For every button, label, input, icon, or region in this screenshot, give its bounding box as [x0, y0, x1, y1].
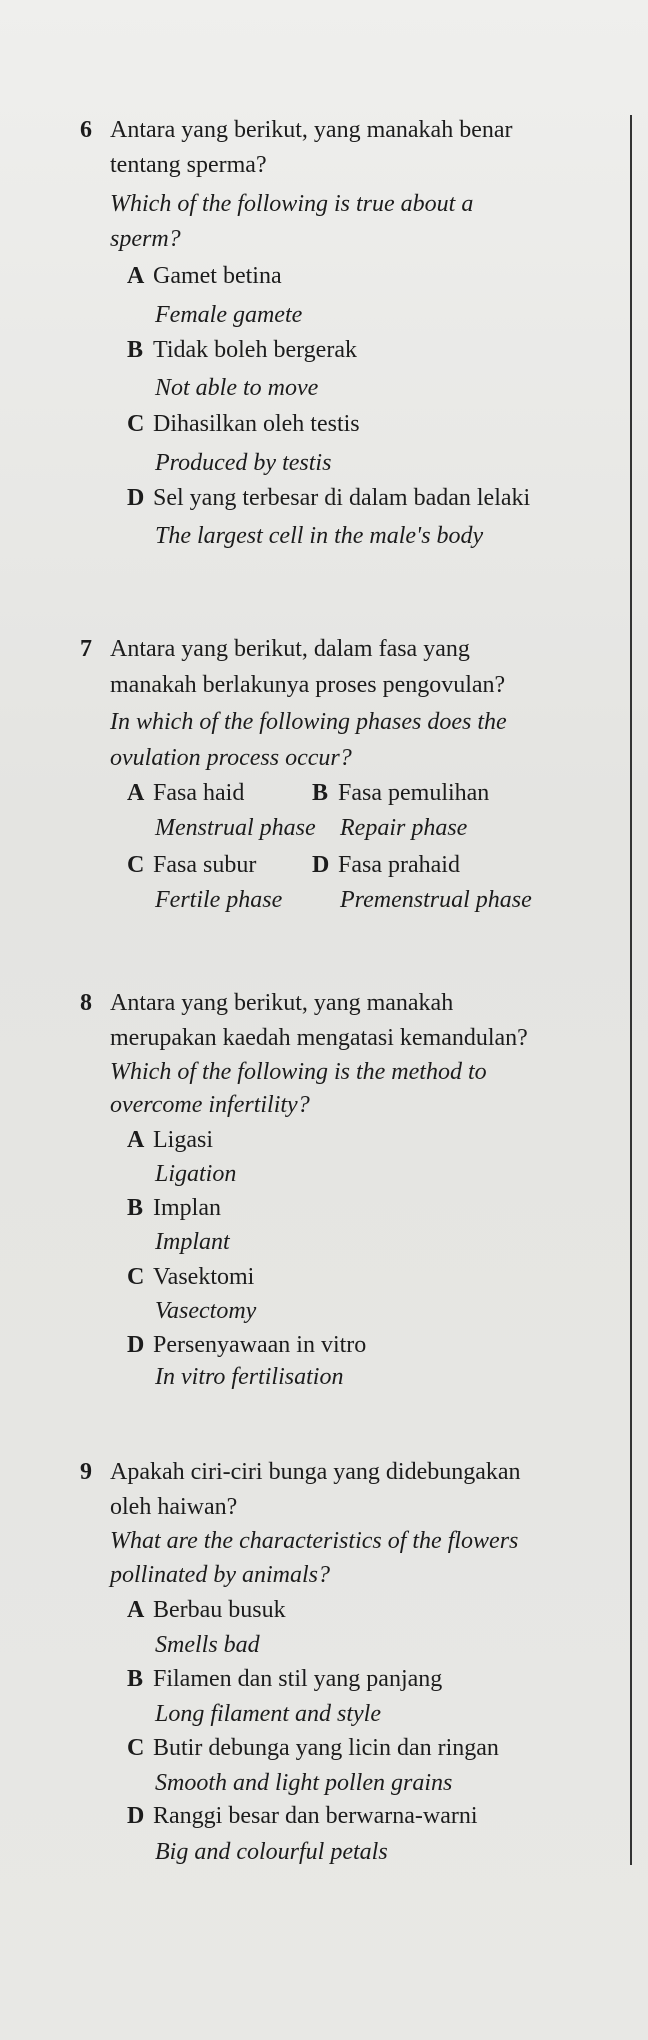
question-stem-ms: oleh haiwan?: [110, 1494, 238, 1520]
option-text-ms: Ranggi besar dan berwarna-warni: [153, 1803, 478, 1829]
question-stem-en: overcome infertility?: [110, 1092, 310, 1118]
option-letter: A: [127, 780, 145, 806]
option-text-ms: Implan: [153, 1195, 221, 1221]
option-text-en: Smooth and light pollen grains: [155, 1770, 453, 1796]
question-stem-ms: merupakan kaedah mengatasi kemandulan?: [110, 1025, 528, 1051]
question-stem-ms: manakah berlakunya proses pengovulan?: [110, 672, 506, 698]
option-text-ms: Vasektomi: [153, 1264, 255, 1290]
option-letter: B: [312, 780, 329, 806]
question-stem-en: ovulation process occur?: [110, 745, 352, 771]
option-text-en: Female gamete: [155, 302, 303, 328]
question-number: 8: [80, 990, 92, 1016]
option-text-ms: Fasa haid: [153, 780, 245, 806]
option-letter: D: [127, 485, 145, 511]
option-letter: D: [127, 1332, 145, 1358]
option-text-en: Smells bad: [155, 1632, 260, 1658]
question-stem-ms: Antara yang berikut, yang manakah benar: [110, 117, 513, 143]
question-stem-en: pollinated by animals?: [110, 1562, 330, 1588]
question-stem-en: Which of the following is the method to: [110, 1059, 487, 1085]
option-text-en: Vasectomy: [155, 1298, 257, 1324]
question-number: 7: [80, 636, 92, 662]
option-text-en: Long filament and style: [155, 1701, 381, 1727]
option-text-ms: Tidak boleh bergerak: [153, 337, 357, 363]
option-letter: A: [127, 1597, 145, 1623]
option-text-ms: Fasa subur: [153, 852, 257, 878]
option-text-ms: Ligasi: [153, 1127, 213, 1153]
option-text-ms: Fasa pemulihan: [338, 780, 490, 806]
option-text-en: In vitro fertilisation: [155, 1364, 344, 1390]
option-letter: D: [127, 1803, 145, 1829]
question-stem-ms: Apakah ciri-ciri bunga yang didebungakan: [110, 1459, 521, 1485]
question-stem-ms: tentang sperma?: [110, 152, 267, 178]
question-stem-ms: Antara yang berikut, yang manakah: [110, 990, 454, 1016]
option-letter: B: [127, 337, 144, 363]
option-text-ms: Dihasilkan oleh testis: [153, 411, 360, 437]
option-letter: C: [127, 411, 145, 437]
option-text-en: The largest cell in the male's body: [155, 523, 484, 549]
question-stem-en: Which of the following is true about a: [110, 191, 474, 217]
option-letter: D: [312, 852, 330, 878]
question-stem-en: sperm?: [110, 226, 181, 252]
option-letter: A: [127, 1127, 145, 1153]
option-text-ms: Sel yang terbesar di dalam badan lelaki: [153, 485, 531, 511]
option-text-en: Premenstrual phase: [340, 887, 532, 913]
question-number: 9: [80, 1459, 92, 1485]
option-text-en: Implant: [155, 1229, 230, 1255]
option-letter: B: [127, 1195, 144, 1221]
option-text-ms: Butir debunga yang licin dan ringan: [153, 1735, 499, 1761]
option-letter: C: [127, 852, 145, 878]
question-stem-en: In which of the following phases does the: [110, 709, 507, 735]
option-text-ms: Filamen dan stil yang panjang: [153, 1666, 443, 1692]
option-text-ms: Persenyawaan in vitro: [153, 1332, 367, 1358]
question-stem-ms: Antara yang berikut, dalam fasa yang: [110, 636, 470, 662]
option-text-ms: Gamet betina: [153, 263, 282, 289]
option-text-en: Ligation: [155, 1161, 237, 1187]
margin-line: [630, 115, 632, 1865]
option-text-ms: Fasa prahaid: [338, 852, 460, 878]
option-letter: C: [127, 1735, 145, 1761]
option-text-en: Fertile phase: [155, 887, 283, 913]
option-text-en: Big and colourful petals: [155, 1839, 388, 1865]
option-text-en: Repair phase: [340, 815, 468, 841]
option-text-ms: Berbau busuk: [153, 1597, 286, 1623]
option-letter: A: [127, 263, 145, 289]
option-text-en: Not able to move: [155, 375, 319, 401]
question-number: 6: [80, 117, 92, 143]
option-letter: C: [127, 1264, 145, 1290]
option-letter: B: [127, 1666, 144, 1692]
option-text-en: Produced by testis: [155, 450, 332, 476]
option-text-en: Menstrual phase: [155, 815, 316, 841]
question-stem-en: What are the characteristics of the flowers: [110, 1528, 519, 1554]
